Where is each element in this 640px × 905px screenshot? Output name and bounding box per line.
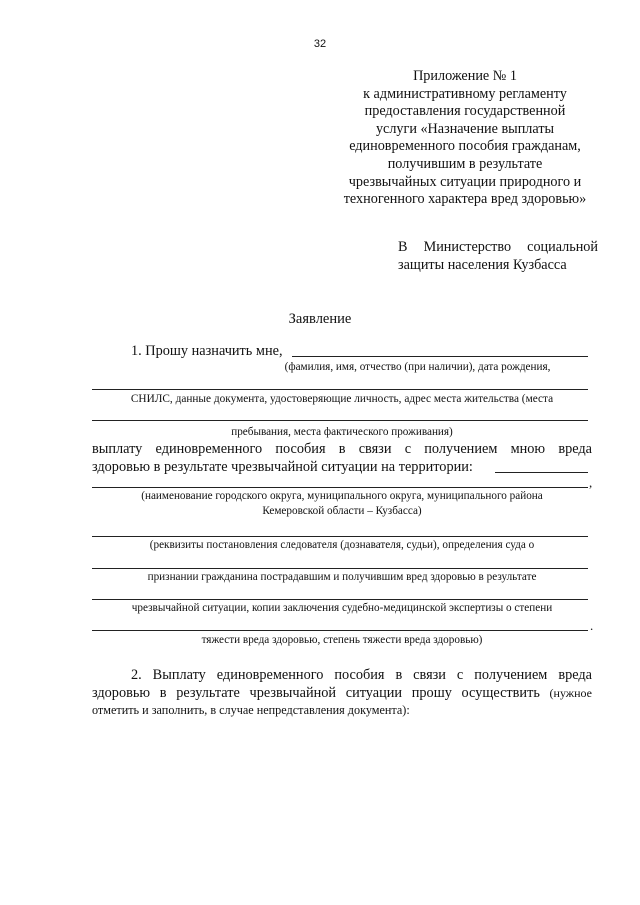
fill-line-expertise[interactable] — [92, 599, 588, 600]
page-number: 32 — [313, 38, 327, 50]
period: . — [590, 618, 594, 633]
fill-line-territory-1[interactable] — [495, 472, 588, 473]
hint-court: признании гражданина пострадавшим и получившим вред здоровью в результате — [147, 571, 537, 583]
hint-residence: пребывания, места фактического проживания) — [231, 426, 453, 438]
hint-name: (фамилия, имя, отчество (при наличии), дата рождения, — [284, 361, 551, 373]
fill-line-court[interactable] — [92, 568, 588, 569]
appendix-line: Приложение № 1 — [413, 68, 517, 84]
hint-territory-2: Кемеровской области – Кузбасса) — [262, 505, 422, 517]
item1-text-2: здоровью в результате чрезвычайной ситуации на территории: — [92, 459, 473, 475]
fill-line-severity[interactable] — [92, 630, 588, 631]
appendix-line: чрезвычайных ситуации природного и — [348, 173, 582, 190]
hint-expertise: чрезвычайной ситуации, копии заключения судебно-медицинской экспертизы о степени — [131, 602, 553, 614]
addressee-line: В Министерство социальной — [398, 239, 598, 255]
comma: , — [589, 475, 593, 490]
addressee-line: защиты населения Кузбасса — [398, 257, 567, 273]
appendix-header — [330, 68, 600, 209]
item1-text-1: выплату единовременного пособия в связи с получением мною вреда — [92, 441, 592, 457]
item2-line-1: 2. Выплату единовременного пособия в связи с получением вреда — [131, 667, 592, 683]
hint-severity: тяжести вреда здоровью, степень тяжести вреда здоровью) — [201, 634, 483, 646]
document-title: Заявление — [288, 311, 352, 327]
fill-line-decree[interactable] — [92, 536, 588, 537]
appendix-line: единовременного пособия гражданам, — [349, 138, 581, 155]
hint-decree: (реквизиты постановления следователя (дознавателя, судьи), определения суда о — [149, 539, 535, 551]
hint-territory: (наименование городского округа, муниципального округа, муниципального района — [141, 490, 543, 502]
appendix-line: к административному регламенту — [363, 85, 567, 102]
appendix-line: получившим в результате — [387, 155, 543, 172]
addressee-block — [398, 238, 598, 274]
fill-line-residence[interactable] — [92, 420, 588, 421]
appendix-line: предоставления государственной — [364, 103, 566, 120]
item2-line-2 — [92, 684, 592, 702]
appendix-line: техногенного характера вред здоровью» — [343, 191, 587, 208]
fill-line-snils[interactable] — [92, 389, 588, 390]
fill-line-territory-2[interactable] — [92, 487, 588, 488]
appendix-line: услуги «Назначение выплаты — [375, 120, 555, 137]
hint-snils: СНИЛС, данные документа, удостоверяющие личность, адрес места жительства (места — [130, 393, 554, 405]
item1-lead: 1. Прошу назначить мне, — [131, 343, 283, 359]
item2-line-3: отметить и заполнить, в случае непредставления документа): — [92, 703, 410, 717]
fill-line-name[interactable] — [292, 356, 588, 357]
item2-line-2-text: здоровью в результате чрезвычайной ситуации прошу осуществить — [92, 685, 540, 701]
item2-line-2-note: (нужное — [549, 686, 592, 700]
